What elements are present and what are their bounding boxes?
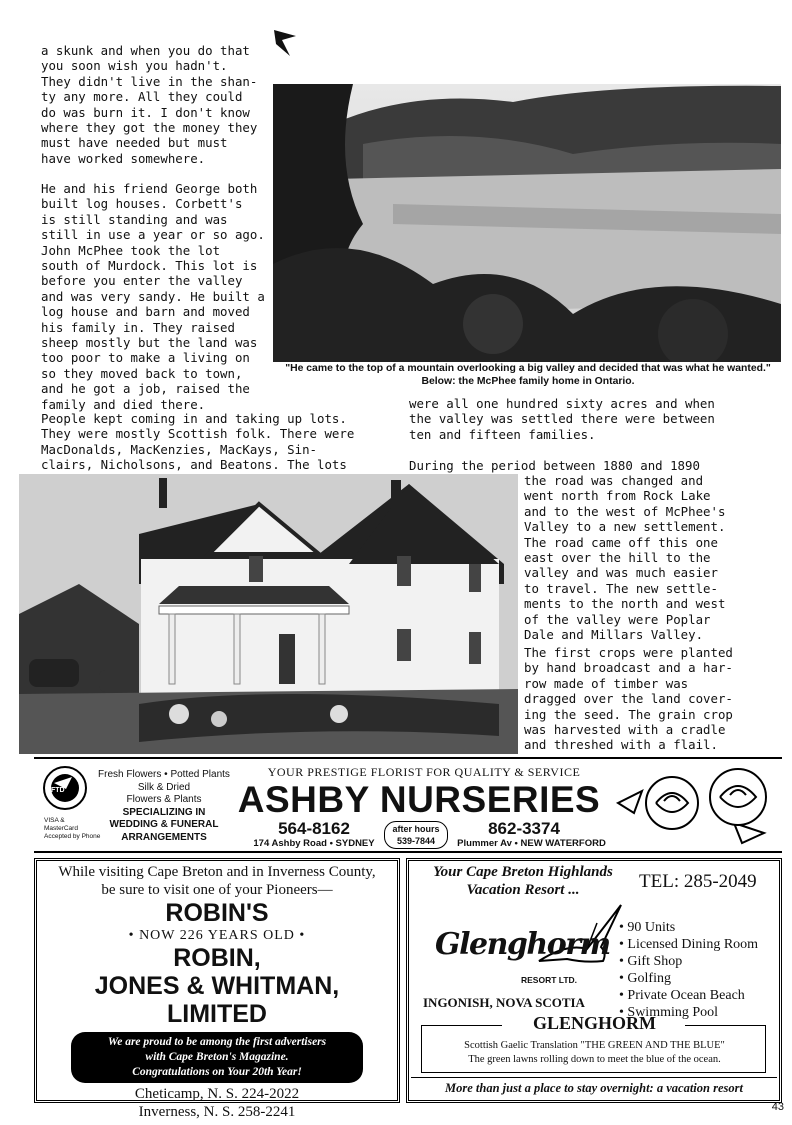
ftd-label: FTD bbox=[51, 787, 65, 794]
ashby-name: ASHBY NURSERIES bbox=[237, 779, 601, 820]
feature-units: • 90 Units bbox=[619, 920, 676, 935]
ftd-logo-icon bbox=[42, 765, 88, 811]
ashby-tagline: YOUR PRESTIGE FLORIST FOR QUALITY & SERVICE bbox=[267, 765, 581, 779]
address-waterford: Plummer Av • NEW WATERFORD bbox=[457, 838, 606, 849]
glenghorm-ad bbox=[406, 858, 782, 1103]
robin-company-1: ROBIN, bbox=[173, 944, 261, 972]
robin-age: • NOW 226 YEARS OLD • bbox=[128, 928, 306, 943]
robins-ad bbox=[34, 858, 400, 1120]
phone-sydney: 564-8162 bbox=[278, 819, 350, 838]
glen-resort-ltd: RESORT LTD. bbox=[521, 975, 578, 985]
feature-beach: • Private Ocean Beach bbox=[619, 988, 745, 1003]
feature-golfing: • Golfing bbox=[619, 971, 671, 986]
feature-gift-shop: • Gift Shop bbox=[619, 954, 683, 969]
robin-intro-2: be sure to visit one of your Pioneers— bbox=[101, 882, 333, 898]
glen-name: GLENGHORM bbox=[532, 1013, 656, 1033]
article-text-log-houses: He and his friend George both built log houses. Corbett's is still standing and was still in use a year or so ago. John McPhee took the lot south of Murdock. This lot is before you enter the valley and was very sandy. He built a log house and barn and moved his family in. They raised sheep mostly but the land was too poor to make a living on so they moved back to town, and he got a job, raised the family and died there. bbox=[41, 181, 265, 412]
glen-intro: Your Cape Breton Highlands Vacation Resort ... bbox=[433, 864, 613, 898]
bird-icon bbox=[270, 26, 300, 64]
valley-photo bbox=[273, 84, 781, 362]
page-number: 43 bbox=[771, 1101, 784, 1113]
address-sydney: 174 Ashby Road • SYDNEY bbox=[253, 838, 375, 849]
glen-telephone: TEL: 285-2049 bbox=[639, 871, 757, 892]
robin-name: ROBIN'S bbox=[165, 899, 269, 927]
robin-intro-1: While visiting Cape Breton and in Inverness County, bbox=[58, 864, 376, 880]
photo-caption: "He came to the top of a mountain overlooking a big valley and decided that was what he wanted." Below: the McPhee family home in Ontario. bbox=[285, 363, 771, 387]
article-text-road-intro: During the period between 1880 and 1890 bbox=[409, 458, 700, 473]
article-text-lots: were all one hundred sixty acres and when the valley was settled there were between ten and fifteen families. bbox=[409, 396, 715, 442]
payment-note: VISA & MasterCard Accepted by Phone bbox=[44, 817, 101, 840]
glen-translation: Scottish Gaelic Translation "THE GREEN AND THE BLUE" The green lawns rolling down to meet the blue of the ocean. bbox=[464, 1040, 725, 1065]
florist-services: Fresh Flowers • Potted Plants Silk & Dried Flowers & Plants SPECIALIZING IN WEDDING & FUNERAL ARRANGEMENTS bbox=[98, 769, 230, 843]
article-text-skunk: a skunk and when you do that you soon wish you hadn't. They didn't live in the shan- ty any more. All they could do was burn it. I don't know where they got the money they must have needed but must have worked somewhere. bbox=[41, 43, 258, 166]
robin-company-2: JONES & WHITMAN, bbox=[94, 972, 340, 1000]
phone-waterford: 862-3374 bbox=[488, 819, 560, 838]
feature-pool: • Swimming Pool bbox=[619, 1005, 719, 1020]
glen-footer: More than just a place to stay overnight: a vacation resort bbox=[445, 1081, 743, 1095]
after-hours-badge: after hours 539-7844 bbox=[384, 821, 448, 849]
glen-features bbox=[619, 919, 758, 1021]
article-text-settlers: People kept coming in and taking up lots. They were mostly Scottish folk. There were MacDonalds, MacKenzies, MacKays, Sin- clairs, Nicholsons, and Beatons. The lots bbox=[41, 411, 355, 473]
roses-icon bbox=[614, 763, 780, 849]
mcphee-house-photo bbox=[19, 474, 518, 754]
glen-translation-box bbox=[421, 1013, 766, 1073]
article-text-crops: The first crops were planted by hand broadcast and a har- row made of timber was dragged over the land cover- ing the seed. The grain crop was harvested with a cradle and threshed with a flail. bbox=[524, 645, 733, 753]
glen-logo: Glenghorm bbox=[435, 927, 610, 962]
ashby-nurseries-ad bbox=[34, 757, 782, 853]
robin-company-3: LIMITED bbox=[167, 1000, 267, 1028]
robin-anniversary-banner: We are proud to be among the first advertisers with Cape Breton's Magazine. Congratulations on Your 20th Year! bbox=[71, 1032, 363, 1083]
feature-dining: • Licensed Dining Room bbox=[619, 937, 759, 952]
article-text-road: the road was changed and went north from Rock Lake and to the west of McPhee's Valley to a new settlement. The road came off this one east over the hill to the valley and was much easier to travel. The new settle- ments to the north and west of the valley were Poplar Dale and Millars Valley. bbox=[524, 473, 726, 643]
robin-phone-inverness: Inverness, N. S. 258-2241 bbox=[138, 1104, 296, 1120]
robin-phone-cheticamp: Cheticamp, N. S. 224-2022 bbox=[134, 1086, 300, 1102]
glen-location: INGONISH, NOVA SCOTIA bbox=[423, 995, 585, 1010]
